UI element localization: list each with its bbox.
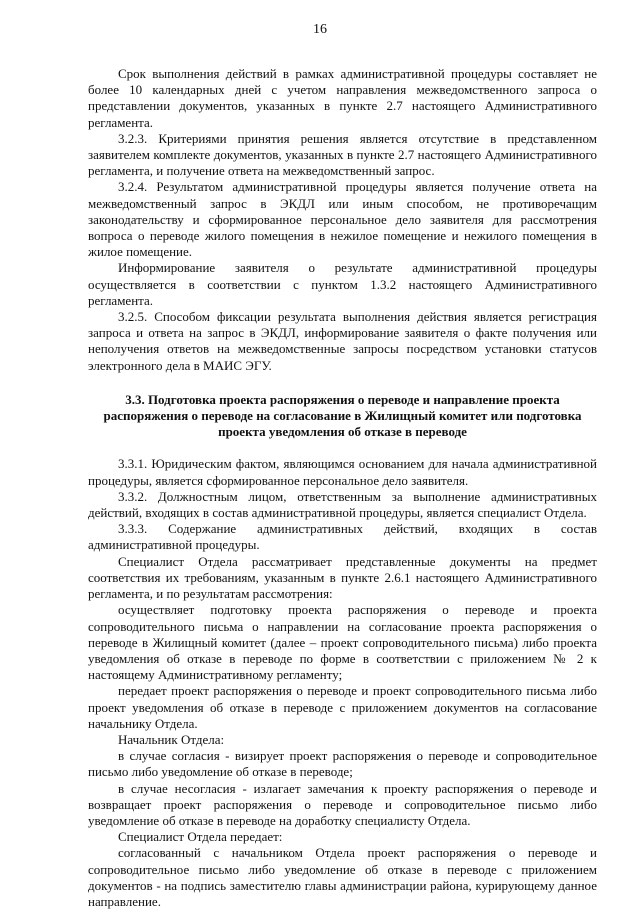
paragraph: 3.3.1. Юридическим фактом, являющимся основанием для начала административной процедуры, является сформированное персональное дело заявителя. [88, 456, 597, 488]
paragraph: Срок выполнения действий в рамках административной процедуры составляет не более 10 календарных дней с учетом направления межведомственного запроса о представлении документов, указанных в пункте 2.7 настоящего Административного регламента. [88, 66, 597, 130]
paragraph: 3.2.4. Результатом административной процедуры является получение ответа на межведомственный запрос в ЭКДЛ или иным способом, не противоречащим законодательству и сформированное персональное дело заявителя для рассмотрения вопроса о переводе жилого помещения в нежилое помещение и нежилого помещения в жилое помещение. [88, 179, 597, 260]
document-body [88, 66, 597, 910]
paragraph: согласованный с начальником Отдела проект распоряжения о переводе и сопроводительное письмо либо уведомление об отказе в переводе с приложением документов - на подпись заместителю главы администрации района, курирующему данное направление. [88, 845, 597, 909]
paragraph: Специалист Отдела передает: [118, 829, 283, 845]
paragraph: 3.2.5. Способом фиксации результата выполнения действия является регистрация запроса и ответа на запрос в ЭКДЛ, информирование заявителя о факте получения или неполучения ответов на межведомственные запросы посредством установки статусов электронного дела в МАИС ЭГУ. [88, 309, 597, 373]
page-number: 16 [313, 22, 327, 37]
paragraph: осуществляет подготовку проекта распоряжения о переводе и проекта сопроводительного письма о направлении на согласование проекта распоряжения о переводе в Жилищный комитет (далее – проект сопроводительного письма) либо проекта уведомления об отказе в переводе по форме в соответствии с приложением № 2 к настоящему Административному регламенту; [88, 602, 597, 683]
paragraph: передает проект распоряжения о переводе и проект сопроводительного письма либо проект уведомления об отказе в переводе с приложением документов на согласование начальнику Отдела. [88, 683, 597, 731]
paragraph: Информирование заявителя о результате административной процедуры осуществляется в соответствии с пунктом 1.3.2 настоящего Административного регламента. [88, 260, 597, 308]
paragraph: 3.3.3. Содержание административных действий, входящих в состав административной процедуры. [88, 521, 597, 553]
paragraph: 3.3.2. Должностным лицом, ответственным за выполнение административных действий, входящих в состав административной процедуры, является специалист Отдела. [88, 488, 597, 521]
paragraph: Специалист Отдела рассматривает представленные документы на предмет соответствия их требованиям, указанным в пункте 2.6.1 настоящего Административного регламента, и по результатам рассмотрения: [88, 553, 597, 602]
paragraph: в случае согласия - визирует проект распоряжения о переводе и сопроводительное письмо либо уведомление об отказе в переводе; [88, 748, 597, 780]
section-heading: 3.3. Подготовка проекта распоряжения о переводе и направление проекта распоряжения о переводе на согласование в Жилищный комитет или подготовка проекта уведомления об отказе в переводе [103, 391, 582, 440]
paragraph: в случае несогласия - излагает замечания к проекту распоряжения о переводе и возвращает проект распоряжения о переводе и сопроводительное письмо либо уведомление об отказе в переводе на доработку специалисту Отдела. [88, 780, 597, 828]
paragraph: 3.2.3. Критериями принятия решения является отсутствие в представленном заявителем комплекте документов, указанных в пункте 2.7 настоящего Административного регламента, и получение ответа на межведомственный запрос. [88, 130, 597, 179]
paragraph: Начальник Отдела: [118, 731, 225, 747]
